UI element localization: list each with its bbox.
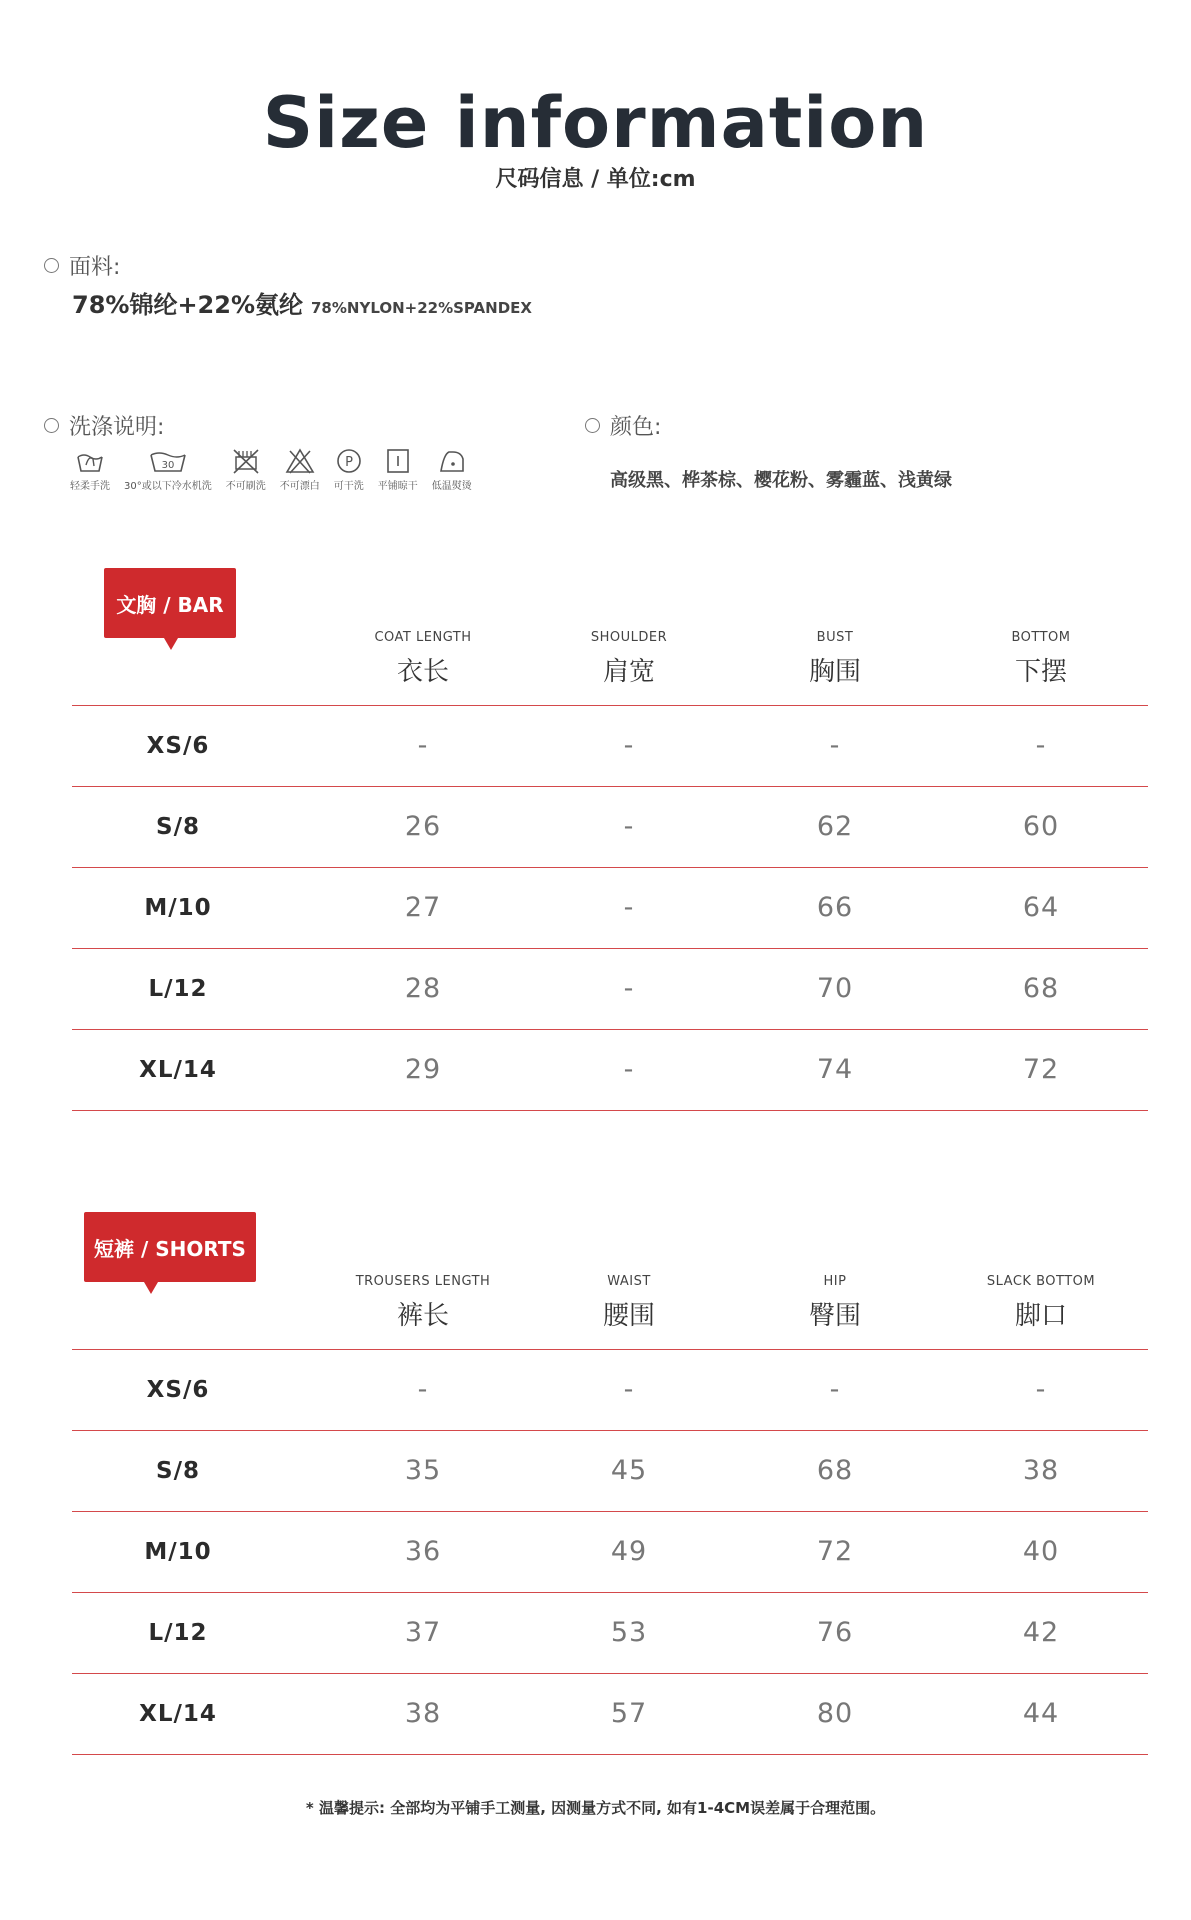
column-header-zh: 腰围	[602, 1301, 655, 1331]
value-cell: -	[623, 892, 635, 923]
footer-note: * 温馨提示: 全部均为平铺手工测量, 因测量方式不同, 如有1-4CM误差属于合理范围。	[305, 1799, 886, 1817]
value-cell: -	[417, 730, 429, 761]
size-cell: L/12	[148, 976, 208, 1002]
fabric-value: 78%锦纶+22%氨纶	[72, 291, 303, 319]
value-cell: 35	[404, 1455, 442, 1486]
bullet-circle-icon	[44, 418, 59, 433]
value-cell: 53	[610, 1617, 648, 1648]
page-title: Size information	[262, 82, 929, 164]
care-caption: 不可刷洗	[225, 481, 266, 492]
column-header	[745, 630, 925, 688]
care-item	[334, 447, 364, 492]
value-cell: 26	[404, 811, 442, 842]
value-cell: 72	[816, 1536, 854, 1567]
column-header	[333, 630, 513, 688]
colors-value: 高级黑、桦茶棕、樱花粉、雾霾蓝、浅黄绿	[610, 470, 952, 491]
bullet-circle-icon	[44, 258, 59, 273]
value-cell: -	[623, 1374, 635, 1405]
no-brush-icon	[231, 447, 261, 475]
value-cell: 29	[404, 1054, 442, 1085]
care-item	[432, 447, 472, 492]
value-cell: 37	[404, 1617, 442, 1648]
value-cell: -	[623, 730, 635, 761]
value-cell: 40	[1022, 1536, 1060, 1567]
size-cell: S/8	[156, 1458, 200, 1484]
value-cell: -	[829, 730, 841, 761]
fabric-value-en: 78%NYLON+22%SPANDEX	[311, 299, 532, 317]
table-row	[72, 1592, 1148, 1673]
shorts-tag: 短裤 / SHORTS	[84, 1212, 256, 1282]
size-cell: S/8	[156, 814, 200, 840]
care-item	[226, 447, 266, 492]
size-cell: XS/6	[146, 733, 210, 759]
value-cell: 68	[1022, 973, 1060, 1004]
value-cell: -	[1035, 730, 1047, 761]
table-row	[72, 705, 1148, 786]
column-header	[539, 630, 719, 688]
table-row	[72, 1430, 1148, 1511]
bar-size-table	[72, 568, 1148, 1113]
svg-text:P: P	[344, 455, 353, 470]
column-header-zh: 胸围	[808, 657, 861, 687]
care-caption: 30°或以下冷水机洗	[124, 481, 212, 492]
table-row	[72, 1673, 1148, 1755]
bullet-circle-icon	[585, 418, 600, 433]
care-item	[124, 447, 212, 492]
fabric-label-row	[44, 250, 120, 281]
column-header-en: SLACK BOTTOM	[986, 1274, 1096, 1289]
size-cell: L/12	[148, 1620, 208, 1646]
value-cell: 38	[1022, 1455, 1060, 1486]
size-cell: M/10	[144, 1539, 212, 1565]
value-cell: 45	[610, 1455, 648, 1486]
size-cell: M/10	[144, 895, 212, 921]
care-item	[280, 447, 320, 492]
column-header-zh: 臀围	[808, 1301, 861, 1331]
column-header-zh: 肩宽	[602, 657, 655, 687]
care-caption: 可干洗	[333, 481, 364, 492]
dry-clean-p-icon	[334, 447, 364, 475]
column-header	[333, 1274, 513, 1332]
table-row	[72, 1029, 1148, 1111]
value-cell: 80	[816, 1698, 854, 1729]
hand-wash-icon	[75, 447, 105, 475]
column-header-zh: 脚口	[1014, 1301, 1067, 1331]
care-label: 洗涤说明:	[69, 415, 165, 440]
care-caption: 平铺晾干	[377, 481, 418, 492]
care-caption: 低温熨烫	[431, 481, 472, 492]
page-subtitle: 尺码信息 / 单位:cm	[495, 167, 696, 192]
value-cell: 62	[816, 811, 854, 842]
colors-label: 颜色:	[610, 415, 662, 440]
value-cell: -	[623, 1054, 635, 1085]
size-cell: XL/14	[139, 1701, 217, 1727]
value-cell: 64	[1022, 892, 1060, 923]
fabric-value-row	[72, 285, 532, 320]
value-cell: -	[417, 1374, 429, 1405]
column-header-zh: 裤长	[396, 1301, 449, 1331]
care-item	[378, 447, 418, 492]
column-header	[539, 1274, 719, 1332]
value-cell: -	[829, 1374, 841, 1405]
value-cell: 60	[1022, 811, 1060, 842]
size-cell: XL/14	[139, 1057, 217, 1083]
care-item	[70, 447, 110, 492]
column-header	[951, 630, 1131, 688]
shorts-size-table	[72, 1212, 1148, 1757]
value-cell: 57	[610, 1698, 648, 1729]
value-cell: 38	[404, 1698, 442, 1729]
care-caption: 轻柔手洗	[70, 481, 110, 492]
low-iron-icon	[437, 447, 467, 475]
value-cell: 68	[816, 1455, 854, 1486]
care-icons-row	[70, 447, 472, 492]
table-row	[72, 1349, 1148, 1430]
care-label-row	[44, 410, 164, 441]
column-header-en: SHOULDER	[590, 630, 668, 645]
value-cell: 74	[816, 1054, 854, 1085]
column-header-zh: 下摆	[1014, 657, 1067, 687]
value-cell: 42	[1022, 1617, 1060, 1648]
machine-wash-30-icon	[148, 447, 188, 475]
column-header-en: BUST	[816, 630, 854, 645]
column-header-en: BOTTOM	[1011, 630, 1071, 645]
table-row	[72, 786, 1148, 867]
value-cell: 28	[404, 973, 442, 1004]
value-cell: 72	[1022, 1054, 1060, 1085]
column-header	[951, 1274, 1131, 1332]
no-bleach-icon	[285, 447, 315, 475]
value-cell: 76	[816, 1617, 854, 1648]
svg-text:30: 30	[161, 460, 175, 471]
flat-dry-icon	[383, 447, 413, 475]
fabric-label: 面料:	[69, 255, 121, 280]
column-header-zh: 衣长	[396, 657, 449, 687]
care-caption: 不可漂白	[279, 481, 320, 492]
column-header-en: HIP	[823, 1274, 847, 1289]
value-cell: 70	[816, 973, 854, 1004]
value-cell: 44	[1022, 1698, 1060, 1729]
bar-tag: 文胸 / BAR	[104, 568, 236, 638]
size-cell: XS/6	[146, 1377, 210, 1403]
column-header-en: COAT LENGTH	[374, 630, 472, 645]
value-cell: 66	[816, 892, 854, 923]
column-header-en: WAIST	[607, 1274, 651, 1289]
column-header-en: TROUSERS LENGTH	[355, 1274, 491, 1289]
value-cell: -	[623, 973, 635, 1004]
table-row	[72, 867, 1148, 948]
value-cell: 49	[610, 1536, 648, 1567]
value-cell: 36	[404, 1536, 442, 1567]
value-cell: -	[623, 811, 635, 842]
colors-label-row	[585, 410, 661, 441]
table-row	[72, 948, 1148, 1029]
value-cell: -	[1035, 1374, 1047, 1405]
column-header	[745, 1274, 925, 1332]
table-row	[72, 1511, 1148, 1592]
value-cell: 27	[404, 892, 442, 923]
